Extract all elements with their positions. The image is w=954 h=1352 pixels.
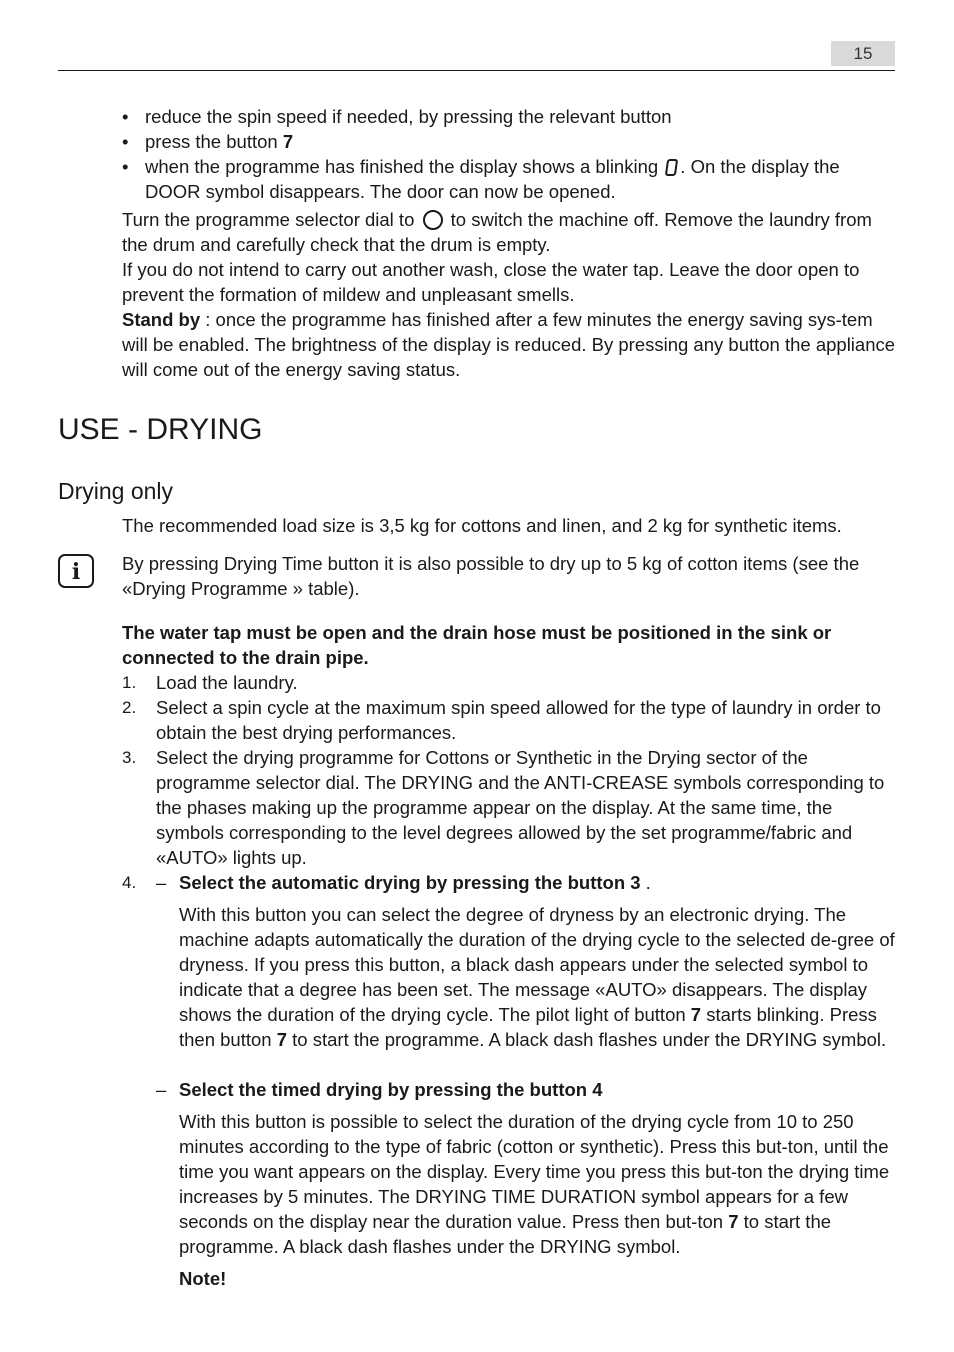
button-number: 7 — [690, 1004, 702, 1025]
auto-drying-body — [156, 902, 896, 1052]
paragraph-standby — [122, 307, 897, 382]
off-position-icon — [423, 210, 443, 230]
timed-drying-heading — [156, 1077, 896, 1102]
body-text: With this button is possible to select the duration of the drying cycle from 10 to 250 minutes according to the type of fabric (cotton or synthetic). Press this but-ton, until the time you want appears on the display. Every time you press this but-ton the drying time increases by 5 minutes. The DRYING TIME DURATION symbol appears for a few seconds on the display near the duration value. Press then but-ton — [179, 1111, 890, 1232]
paragraph-switch-off — [122, 207, 897, 257]
bullet-item — [122, 104, 892, 129]
bullet-dot: • — [122, 131, 129, 152]
step-number: 1. — [122, 673, 137, 692]
step-number: 3. — [122, 748, 137, 767]
step-text: Select a spin cycle at the maximum spin speed allowed for the type of laundry in order to obtain the best drying performances. — [156, 697, 881, 743]
bullet-text: reduce the spin speed if needed, by pressing the relevant button — [145, 106, 672, 127]
step-text: Load the laundry. — [156, 672, 298, 693]
step-text: Select the drying programme for Cottons or Synthetic in the Drying sector of the programme selector dial. The DRYING and the ANTI-CREASE symbols corresponding to the phases making up the programme appear on the display. At the same time, the symbols corresponding to the level degrees allowed by the set programme/fabric and «AUTO» lights up. — [156, 747, 885, 868]
body-text: starts blinking. Press then button — [179, 1004, 877, 1050]
step-number: 4. — [122, 873, 137, 892]
steps-list — [122, 670, 897, 895]
page-number: 15 — [831, 41, 895, 66]
bullet-item — [122, 129, 892, 154]
button-number: 7 — [276, 1029, 288, 1050]
section-title: USE - DRYING — [58, 413, 263, 446]
bullet-dot: • — [122, 156, 129, 177]
body-text: With this button you can select the degree of dryness by an electronic drying. The machine adapts automatically the duration of the drying cycle to the selected de-gree of dryness. If you press this button, a black dash appears under the selected symbol to indicate that a degree has been set. The message «AUTO» disappears. The display shows the duration of the drying cycle. The pilot light of button — [179, 904, 895, 1025]
info-text: By pressing Drying Time button it is also possible to dry up to 5 kg of cotton items (see the «Drying Programme » table). — [122, 553, 860, 599]
standby-label: Stand by — [122, 309, 201, 330]
list-item — [122, 745, 897, 870]
auto-drying-block — [156, 870, 896, 1052]
button-number: 7 — [282, 131, 294, 152]
body-text: to start the programme. A black dash flashes under the DRYING symbol. — [179, 1211, 832, 1257]
bullet-text: when the programme has finished the display shows a blinking — [145, 156, 659, 177]
timed-drying-block — [156, 1077, 896, 1291]
timed-drying-heading-text: Select the timed drying by pressing the button 4 — [179, 1079, 603, 1100]
dash-marker: – — [156, 872, 167, 893]
bullet-text: press the button — [145, 131, 283, 152]
warning-text: The water tap must be open and the drain hose must be positioned in the sink or connected to the drain pipe. — [122, 622, 832, 668]
bullet-item — [122, 154, 892, 204]
paragraph-water-tap: If you do not intend to carry out another wash, close the water tap. Leave the door open to prevent the formation of mildew and unpleasant smells. — [122, 259, 860, 305]
paragraph-text-tail: to switch the machine off. Remove the laundry from the drum and carefully check that the drum is empty. — [122, 209, 872, 255]
bullet-text-tail: . On the display the DOOR symbol disappears. The door can now be opened. — [145, 156, 840, 202]
auto-drying-heading-text: Select the automatic drying by pressing the button 3 — [179, 872, 641, 893]
subsection-title: Drying only — [58, 478, 174, 504]
bullet-list — [122, 104, 892, 204]
standby-text: : once the programme has finished after a few minutes the energy saving sys-tem will be enabled. The brightness of the display is reduced. By pressing any button the appliance will come out of the energy saving status. — [122, 309, 896, 380]
body-text: to start the programme. A black dash flashes under the DRYING symbol. — [287, 1029, 887, 1050]
button-number: 7 — [728, 1211, 739, 1232]
info-icon: i — [58, 554, 94, 588]
load-size-text: The recommended load size is 3,5 kg for cottons and linen, and 2 kg for synthetic items. — [122, 515, 842, 536]
auto-drying-heading-tail: . — [640, 872, 651, 893]
paragraph-text: Turn the programme selector dial to — [122, 209, 415, 230]
bullet-dot: • — [122, 106, 129, 127]
blinking-zero-display-icon — [665, 159, 678, 176]
header-rule — [58, 70, 895, 71]
note-label: Note! — [179, 1268, 227, 1289]
timed-drying-body — [156, 1109, 896, 1259]
list-item — [122, 670, 897, 695]
list-item — [122, 695, 897, 745]
auto-drying-heading — [156, 870, 896, 895]
dash-marker: – — [156, 1079, 167, 1100]
step-number: 2. — [122, 698, 137, 717]
